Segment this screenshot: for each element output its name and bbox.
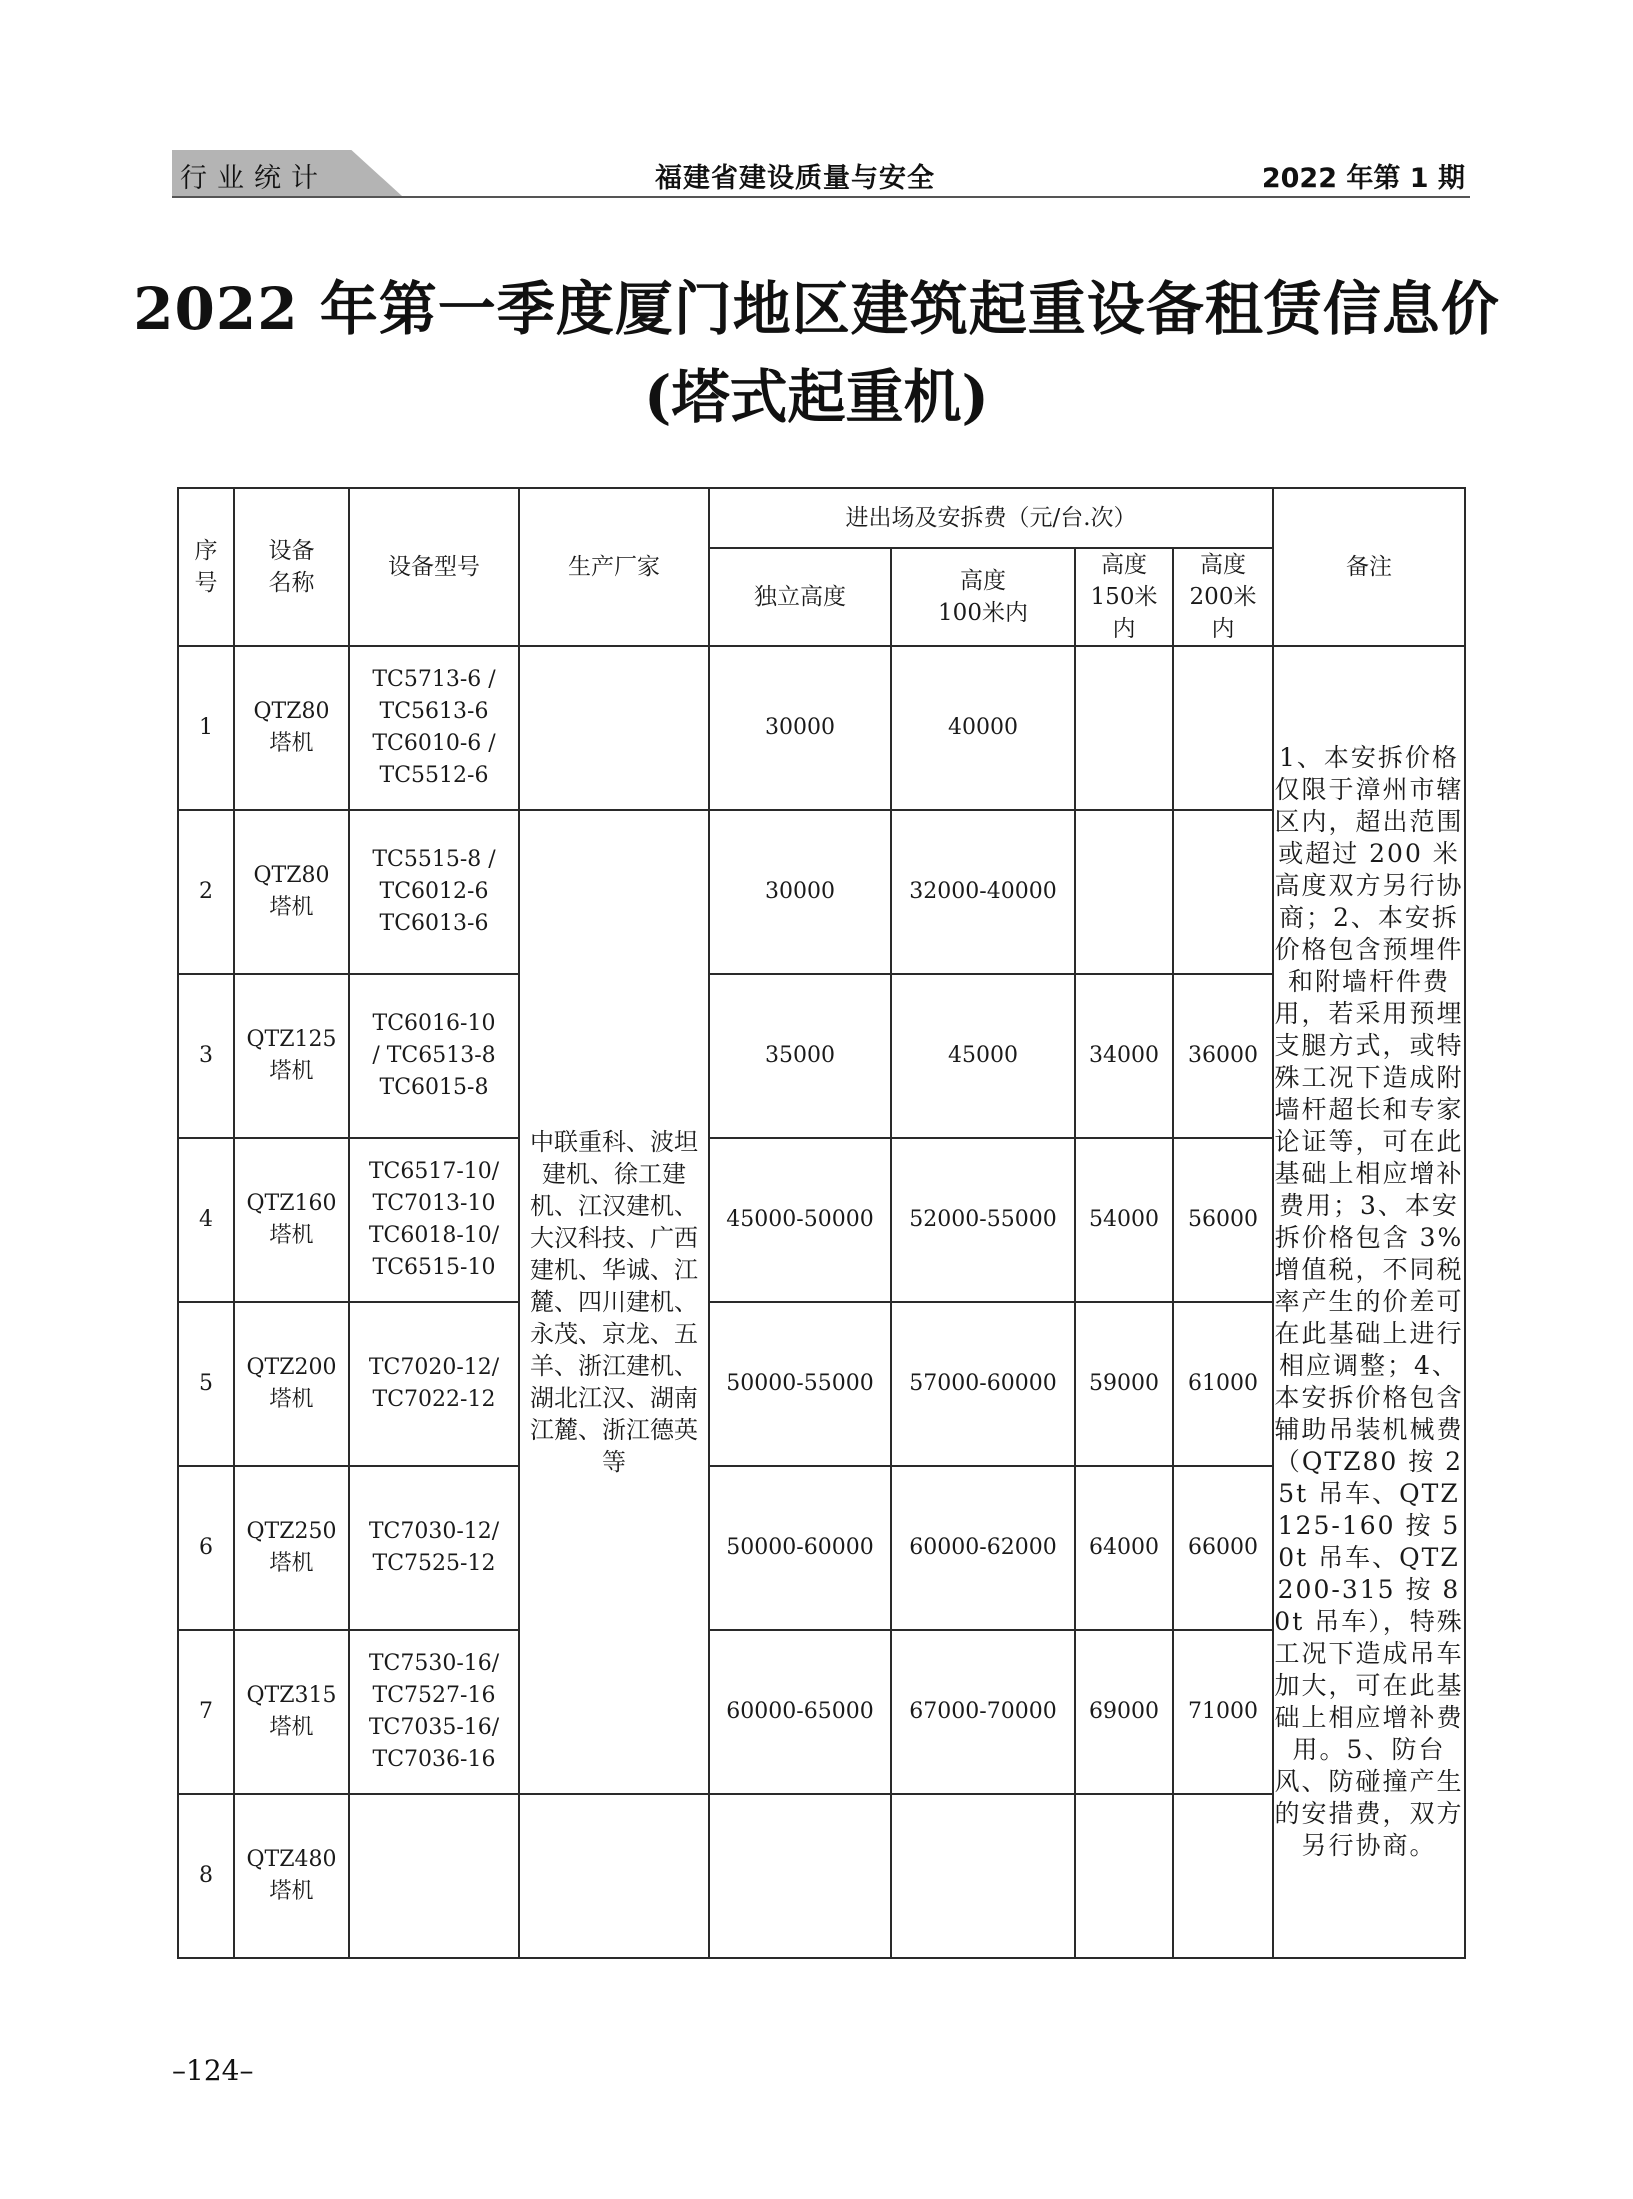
row-equipment-name: QTZ125 塔机 [234, 974, 349, 1138]
header-remarks: 备注 [1273, 488, 1465, 646]
row-model: TC5713-6 / TC5613-6 TC6010-6 / TC5512-6 [349, 646, 519, 810]
table-row [178, 1630, 1465, 1794]
table-row [178, 1794, 1465, 1958]
row-seq: 5 [178, 1302, 234, 1466]
row-fee-100 [891, 1794, 1075, 1958]
row-fee-100: 57000-60000 [891, 1302, 1075, 1466]
row-equipment-name: QTZ200 塔机 [234, 1302, 349, 1466]
row-seq: 1 [178, 646, 234, 810]
table-row [178, 1466, 1465, 1630]
row-fee-150: 59000 [1075, 1302, 1173, 1466]
row-fee-200: 71000 [1173, 1630, 1273, 1794]
header-name: 设备 名称 [234, 488, 349, 646]
row-fee-200 [1173, 810, 1273, 974]
header-fee-group: 进出场及安拆费（元/台.次） [709, 488, 1273, 548]
header-section-label: 行业统计 [180, 163, 328, 194]
row-seq: 6 [178, 1466, 234, 1630]
row-fee-standalone: 50000-60000 [709, 1466, 891, 1630]
row-model [349, 1794, 519, 1958]
row-seq: 3 [178, 974, 234, 1138]
row-equipment-name: QTZ80 塔机 [234, 646, 349, 810]
row-fee-100: 52000-55000 [891, 1138, 1075, 1302]
row-fee-150: 69000 [1075, 1630, 1173, 1794]
row-fee-150 [1075, 810, 1173, 974]
row-seq: 7 [178, 1630, 234, 1794]
header-journal-name: 福建省建设质量与安全 [655, 163, 935, 194]
row-fee-150 [1075, 1794, 1173, 1958]
row-fee-150: 64000 [1075, 1466, 1173, 1630]
header-fee-standalone: 独立高度 [709, 548, 891, 646]
row-fee-100: 32000-40000 [891, 810, 1075, 974]
manufacturer-cell-empty [519, 1794, 709, 1958]
row-fee-standalone: 60000-65000 [709, 1630, 891, 1794]
row-model: TC7030-12/ TC7525-12 [349, 1466, 519, 1630]
row-equipment-name: QTZ315 塔机 [234, 1630, 349, 1794]
row-fee-150: 54000 [1075, 1138, 1173, 1302]
row-model: TC6016-10 / TC6513-8 TC6015-8 [349, 974, 519, 1138]
page-subtitle: (塔式起重机) [644, 363, 989, 431]
row-fee-100: 60000-62000 [891, 1466, 1075, 1630]
page-title: 2022 年第一季度厦门地区建筑起重设备租赁信息价 [133, 275, 1500, 343]
table-row [178, 810, 1465, 974]
header-issue: 2022 年第 1 期 [1261, 163, 1465, 194]
header-fee-150: 高度 150米 内 [1075, 548, 1173, 646]
header-row-1 [178, 488, 1465, 548]
row-seq: 4 [178, 1138, 234, 1302]
price-table [177, 487, 1466, 1959]
header-rule [172, 196, 1470, 198]
row-fee-150 [1075, 646, 1173, 810]
header-fee-200: 高度 200米 内 [1173, 548, 1273, 646]
row-model: TC5515-8 / TC6012-6 TC6013-6 [349, 810, 519, 974]
row-model: TC7530-16/ TC7527-16 TC7035-16/ TC7036-16 [349, 1630, 519, 1794]
row-fee-standalone: 50000-55000 [709, 1302, 891, 1466]
remarks-cell: 1、本安拆价格仅限于漳州市辖区内，超出范围或超过 200 米高度双方另行协商；2、本安拆价格包含预埋件和附墙杆件费用，若采用预埋支腿方式，或特殊工况下造成附墙杆超长和专家论证等，可在此基础上相应增补费用；3、本安拆价格包含 3%增值税，不同税率产生的价差可在此基础上进行相应调整；4、本安拆价格包含辅助吊装机械费（QTZ80 按 25t 吊车、QTZ125-160 按 50t 吊车、QTZ200-315 按 80t 吊车），特殊工况下造成吊车加大，可在此基础上相应增补费用。5、防台风、防碰撞产生的安措费，双方另行协商。 [1273, 646, 1465, 1958]
row-fee-150: 34000 [1075, 974, 1173, 1138]
page-number: –124– [172, 2054, 254, 2087]
row-equipment-name: QTZ480 塔机 [234, 1794, 349, 1958]
manufacturer-cell-empty [519, 646, 709, 810]
header-model: 设备型号 [349, 488, 519, 646]
header-manufacturer: 生产厂家 [519, 488, 709, 646]
header-seq: 序 号 [178, 488, 234, 646]
row-seq: 2 [178, 810, 234, 974]
row-fee-200: 56000 [1173, 1138, 1273, 1302]
row-model: TC7020-12/ TC7022-12 [349, 1302, 519, 1466]
row-fee-200 [1173, 1794, 1273, 1958]
row-fee-100: 67000-70000 [891, 1630, 1075, 1794]
table-row [178, 1138, 1465, 1302]
table-row [178, 1302, 1465, 1466]
row-fee-200: 66000 [1173, 1466, 1273, 1630]
row-fee-standalone: 35000 [709, 974, 891, 1138]
row-fee-standalone [709, 1794, 891, 1958]
header-fee-100: 高度 100米内 [891, 548, 1075, 646]
row-fee-100: 45000 [891, 974, 1075, 1138]
row-fee-200 [1173, 646, 1273, 810]
row-model: TC6517-10/ TC7013-10 TC6018-10/ TC6515-10 [349, 1138, 519, 1302]
row-fee-200: 36000 [1173, 974, 1273, 1138]
row-seq: 8 [178, 1794, 234, 1958]
row-equipment-name: QTZ250 塔机 [234, 1466, 349, 1630]
table-row [178, 974, 1465, 1138]
row-equipment-name: QTZ80 塔机 [234, 810, 349, 974]
row-fee-standalone: 30000 [709, 810, 891, 974]
row-fee-100: 40000 [891, 646, 1075, 810]
row-equipment-name: QTZ160 塔机 [234, 1138, 349, 1302]
table-row [178, 646, 1465, 810]
row-fee-standalone: 30000 [709, 646, 891, 810]
row-fee-standalone: 45000-50000 [709, 1138, 891, 1302]
manufacturer-cell: 中联重科、波坦建机、徐工建机、江汉建机、大汉科技、广西建机、华诚、江麓、四川建机、永茂、京龙、五羊、浙江建机、湖北江汉、湖南江麓、浙江德英等 [519, 810, 709, 1794]
row-fee-200: 61000 [1173, 1302, 1273, 1466]
